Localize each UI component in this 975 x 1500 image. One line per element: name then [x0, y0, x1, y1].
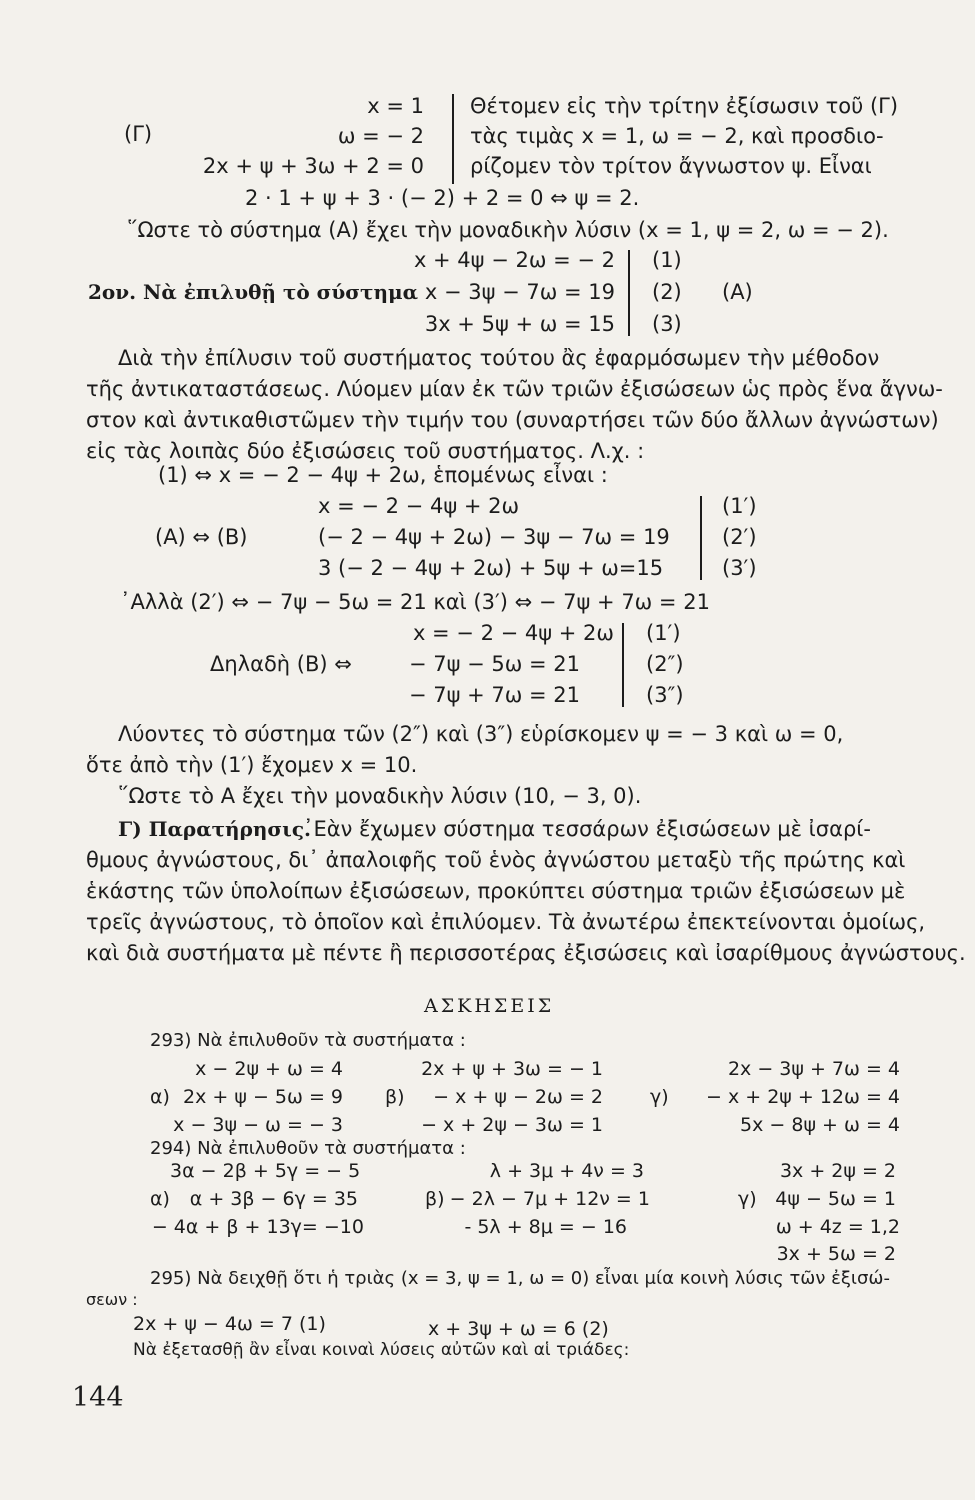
equation: 3x + 2ψ = 2 — [779, 1160, 896, 1182]
equation: 2x + ψ + 3ω + 2 = 0 — [202, 154, 424, 178]
eq-number: (2′) — [722, 525, 757, 549]
eq-number: (3″) — [646, 683, 684, 707]
equation: 5x − 8ψ + ω = 4 — [740, 1114, 900, 1136]
eq-number: (2″) — [646, 652, 684, 676]
remark-line: ἑκάστης τῶν ὑπολοίπων ἐξισώσεων, προκύπτει σύστημα τριῶν ἐξισώσεων μὲ — [86, 879, 906, 903]
brace — [628, 250, 630, 336]
sub-label: β) — [385, 1086, 405, 1108]
eq-number: (1′) — [722, 494, 757, 518]
exercises-heading: ΑΣΚΗΣΕΙΣ — [424, 995, 555, 1017]
equation: ω = − 2 — [337, 124, 424, 148]
paragraph-line: Διὰ τὴν ἐπίλυσιν τοῦ συστήματος τούτου ἂς ἐφαρμόσωμεν τὴν μέθοδον — [118, 346, 880, 370]
calculation: 2 · 1 + ψ + 3 · (− 2) + 2 = 0 ⇔ ψ = 2. — [245, 186, 640, 210]
remark-line: ᾿Εὰν ἔχωμεν σύστημα τεσσάρων ἐξισώσεων μὲ ἰσαρί- — [303, 817, 871, 841]
equation: − x + 2ψ + 12ω = 4 — [706, 1086, 900, 1108]
equation: x + 3ψ + ω = 6 (2) — [428, 1318, 609, 1340]
equation: − 7ψ + 7ω = 21 — [408, 683, 580, 707]
eq-number: (2) — [652, 280, 682, 304]
page-number: 144 — [72, 1382, 124, 1413]
equation: 3x + 5ψ + ω = 15 — [424, 312, 615, 336]
exercise-title: 295) Νὰ δειχθῇ ὅτι ἡ τριὰς (x = 3, ψ = 1, ω = 0) εἶναι μία κοινὴ λύσις τῶν ἐξισώ- — [150, 1268, 890, 1289]
exercise-text: Νὰ ἐξετασθῇ ἂν εἶναι κοιναὶ λύσεις αὐτῶν καὶ αἱ τριάδες: — [133, 1340, 630, 1360]
result-line: ῞Ωστε τὸ Α ἔχει τὴν μοναδικὴν λύσιν (10, − 3, 0). — [118, 784, 642, 808]
alla-line: ᾿Αλλὰ (2′) ⇔ − 7ψ − 5ω = 21 καὶ (3′) ⇔ − 7ψ + 7ω = 21 — [120, 590, 710, 614]
sub-label: α) — [150, 1188, 170, 1210]
remark-line: καὶ διὰ συστήματα μὲ πέντε ἢ περισσοτέρας ἐξισώσεις καὶ ἰσαρίθμους ἀγνώστους. — [86, 941, 966, 965]
exercise-title-continued: σεων : — [86, 1290, 138, 1309]
brace — [622, 623, 624, 707]
conclusion: ῞Ωστε τὸ σύστημα (Α) ἔχει τὴν μοναδικὴν λύσιν (x = 1, ψ = 2, ω = − 2). — [127, 218, 889, 242]
eq-number: (1) — [652, 248, 682, 272]
equation: 2x + ψ − 4ω = 7 (1) — [133, 1313, 326, 1335]
exercise-title: 294) Νὰ ἐπιλυθοῦν τὰ συστήματα : — [150, 1138, 466, 1159]
equation: − 2λ − 7μ + 12ν = 1 — [449, 1188, 650, 1210]
step-line: (1) ⇔ x = − 2 − 4ψ + 2ω, ἑπομένως εἶναι : — [158, 463, 608, 487]
equation: (− 2 − 4ψ + 2ω) − 3ψ − 7ω = 19 — [318, 525, 670, 549]
equation: x = − 2 − 4ψ + 2ω — [318, 494, 520, 518]
eq-number: (3) — [652, 312, 682, 336]
eq-number: (3′) — [722, 556, 757, 580]
equation: − x + 2ψ − 3ω = 1 — [421, 1114, 603, 1136]
sub-label: γ) — [738, 1188, 757, 1210]
equation: − 7ψ − 5ω = 21 — [408, 652, 580, 676]
equation: − 4α + β + 13γ= −10 — [151, 1216, 364, 1238]
paragraph-line: στον καὶ ἀντικαθιστῶμεν τὴν τιμήν του (συναρτήσει τῶν δύο ἄλλων ἀγνώστων) — [86, 408, 939, 432]
paragraph-line: εἰς τὰς λοιπὰς δύο ἐξισώσεις τοῦ συστήματος. Λ.χ. : — [86, 439, 645, 463]
note-line: τὰς τιμὰς x = 1, ω = − 2, καὶ προσδιο- — [470, 124, 884, 148]
eq-number: (1′) — [646, 621, 681, 645]
equation: 4ψ − 5ω = 1 — [775, 1188, 896, 1210]
equivalence-label: (Α) ⇔ (Β) — [155, 525, 248, 549]
equation: ω + 4z = 1,2 — [775, 1216, 900, 1238]
divider-line — [452, 94, 454, 184]
paragraph-line: τῆς ἀντικαταστάσεως. Λύομεν μίαν ἐκ τῶν τριῶν ἐξισώσεων ὡς πρὸς ἕνα ἄγνω- — [86, 377, 943, 401]
equation: λ + 3μ + 4ν = 3 — [489, 1160, 644, 1182]
system-label-g: (Γ) — [124, 122, 153, 146]
equation: 3α − 2β + 5γ = − 5 — [170, 1160, 361, 1182]
equation: x − 3ψ − ω = − 3 — [173, 1114, 343, 1136]
equation: − x + ψ − 2ω = 2 — [433, 1086, 603, 1108]
equation: x − 3ψ − 7ω = 19 — [424, 280, 615, 304]
equivalence-label: Δηλαδὴ (Β) ⇔ — [210, 652, 352, 676]
equation: 2x + ψ + 3ω = − 1 — [421, 1058, 603, 1080]
sub-label: α) — [150, 1086, 170, 1108]
system-label-a: (Α) — [722, 280, 753, 304]
result-line: Λύοντες τὸ σύστημα τῶν (2″) καὶ (3″) εὑρίσκομεν ψ = − 3 καὶ ω = 0, — [118, 722, 844, 746]
equation: 3 (− 2 − 4ψ + 2ω) + 5ψ + ω=15 — [318, 556, 664, 580]
section-title: 2ον. Νὰ ἐπιλυθῇ τὸ σύστημα — [88, 280, 419, 304]
equation: 2x + ψ − 5ω = 9 — [183, 1086, 343, 1108]
equation: - 5λ + 8μ = − 16 — [464, 1216, 627, 1238]
equation: 3x + 5ω = 2 — [776, 1243, 896, 1265]
equation: x = − 2 − 4ψ + 2ω — [412, 621, 614, 645]
brace — [700, 496, 702, 580]
equation: x − 2ψ + ω = 4 — [195, 1058, 343, 1080]
sub-label: γ) — [650, 1086, 669, 1108]
equation: α + 3β − 6γ = 35 — [189, 1188, 358, 1210]
exercise-title: 293) Νὰ ἐπιλυθοῦν τὰ συστήματα : — [150, 1030, 466, 1051]
equation: 2x − 3ψ + 7ω = 4 — [727, 1058, 900, 1080]
sub-label: β) — [425, 1188, 445, 1210]
note-line: ρίζομεν τὸν τρίτον ἄγνωστον ψ. Εἶναι — [470, 154, 872, 178]
equation: x = 1 — [367, 94, 424, 118]
remark-line: τρεῖς ἀγνώστους, τὸ ὁποῖον καὶ ἐπιλύομεν. Τὰ ἀνωτέρω ἐπεκτείνονται ὁμοίως, — [86, 910, 926, 934]
equation: x + 4ψ − 2ω = − 2 — [413, 248, 615, 272]
remark-line: θμους ἀγνώστους, δι᾿ ἀπαλοιφῆς τοῦ ἑνὸς ἀγνώστου μεταξὺ τῆς πρώτης καὶ — [86, 848, 906, 872]
remark-title: Γ) Παρατήρησις. — [118, 817, 311, 841]
note-line: Θέτομεν εἰς τὴν τρίτην ἐξίσωσιν τοῦ (Γ) — [470, 94, 899, 118]
result-line: ὅτε ἀπὸ τὴν (1′) ἔχομεν x = 10. — [86, 753, 418, 777]
